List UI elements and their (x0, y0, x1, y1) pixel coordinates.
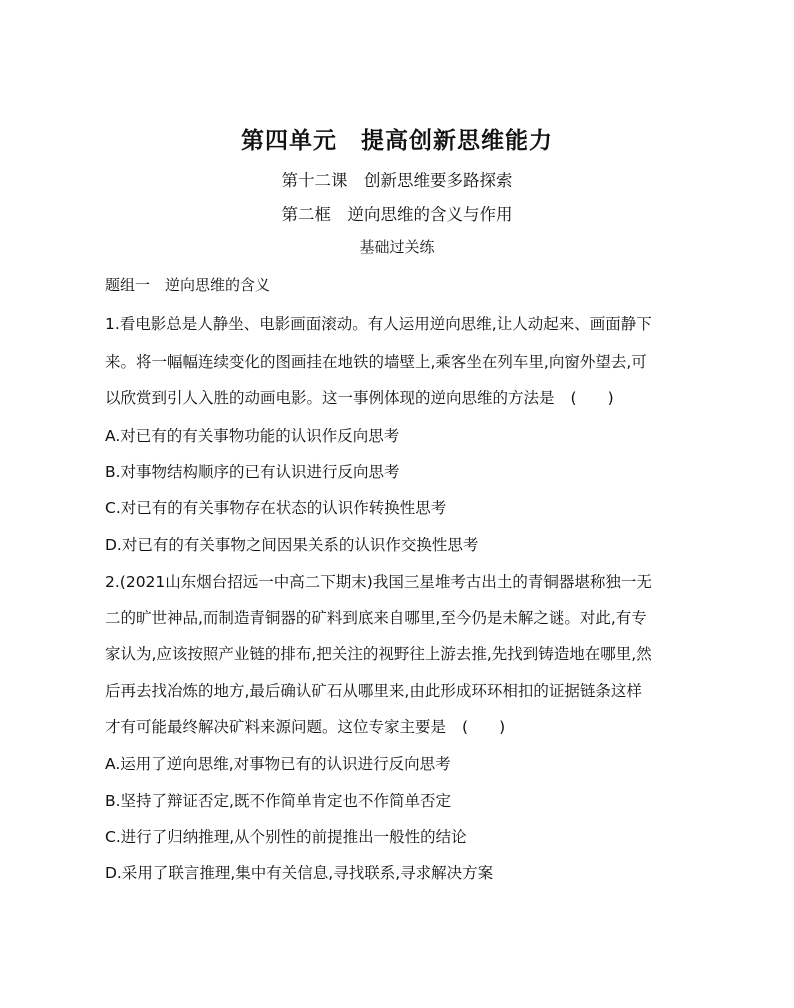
question-stem-line: 来。将一幅幅连续变化的图画挂在地铁的墙壁上,乘客坐在列车里,向窗外望去,可 (105, 353, 647, 371)
frame-title: 第二框 逆向思维的含义与作用 (281, 205, 513, 224)
question-stem-line-last (105, 386, 629, 408)
question-stem-line: 2.(2021山东烟台招远一中高二下期末)我国三星堆考古出土的青铜器堪称独一无 (105, 573, 652, 591)
answer-paren: ( ) (462, 718, 506, 736)
question-stem-text: 以欣赏到引人入胜的动画电影。这一事例体现的逆向思维的方法是 (105, 389, 555, 407)
option-c: C.进行了归纳推理,从个别性的前提推出一般性的结论 (105, 828, 467, 846)
question-stem-line: 后再去找冶炼的地方,最后确认矿石从哪里来,由此形成环环相扣的证据链条这样 (105, 682, 642, 700)
lesson-title: 第十二课 创新思维要多路探索 (281, 171, 513, 190)
answer-paren: ( ) (570, 389, 614, 407)
unit-title: 第四单元 提高创新思维能力 (241, 128, 553, 154)
question-stem-line-last (105, 715, 520, 737)
section-title: 基础过关练 (359, 238, 435, 256)
question-stem-text: 才有可能最终解决矿料来源问题。这位专家主要是 (105, 718, 447, 736)
option-a: A.对已有的有关事物功能的认识作反向思考 (105, 427, 400, 445)
option-b: B.坚持了辩证否定,既不作简单肯定也不作简单否定 (105, 792, 451, 810)
option-d: D.采用了联言推理,集中有关信息,寻找联系,寻求解决方案 (105, 864, 494, 882)
question-stem-line: 家认为,应该按照产业链的排布,把关注的视野往上游去推,先找到铸造地在哪里,然 (105, 645, 652, 663)
question-group-title: 题组一 逆向思维的含义 (105, 276, 271, 294)
option-c: C.对已有的有关事物存在状态的认识作转换性思考 (105, 499, 447, 517)
question-stem-line: 二的旷世神品,而制造青铜器的矿料到底来自哪里,至今仍是未解之谜。对此,有专 (105, 609, 647, 627)
question-stem-line: 1.看电影总是人静坐、电影画面滚动。有人运用逆向思维,让人动起来、画面静下 (105, 315, 652, 333)
option-d: D.对已有的有关事物之间因果关系的认识作交换性思考 (105, 536, 479, 554)
option-b: B.对事物结构顺序的已有认识进行反向思考 (105, 463, 400, 481)
option-a: A.运用了逆向思维,对事物已有的认识进行反向思考 (105, 755, 451, 773)
